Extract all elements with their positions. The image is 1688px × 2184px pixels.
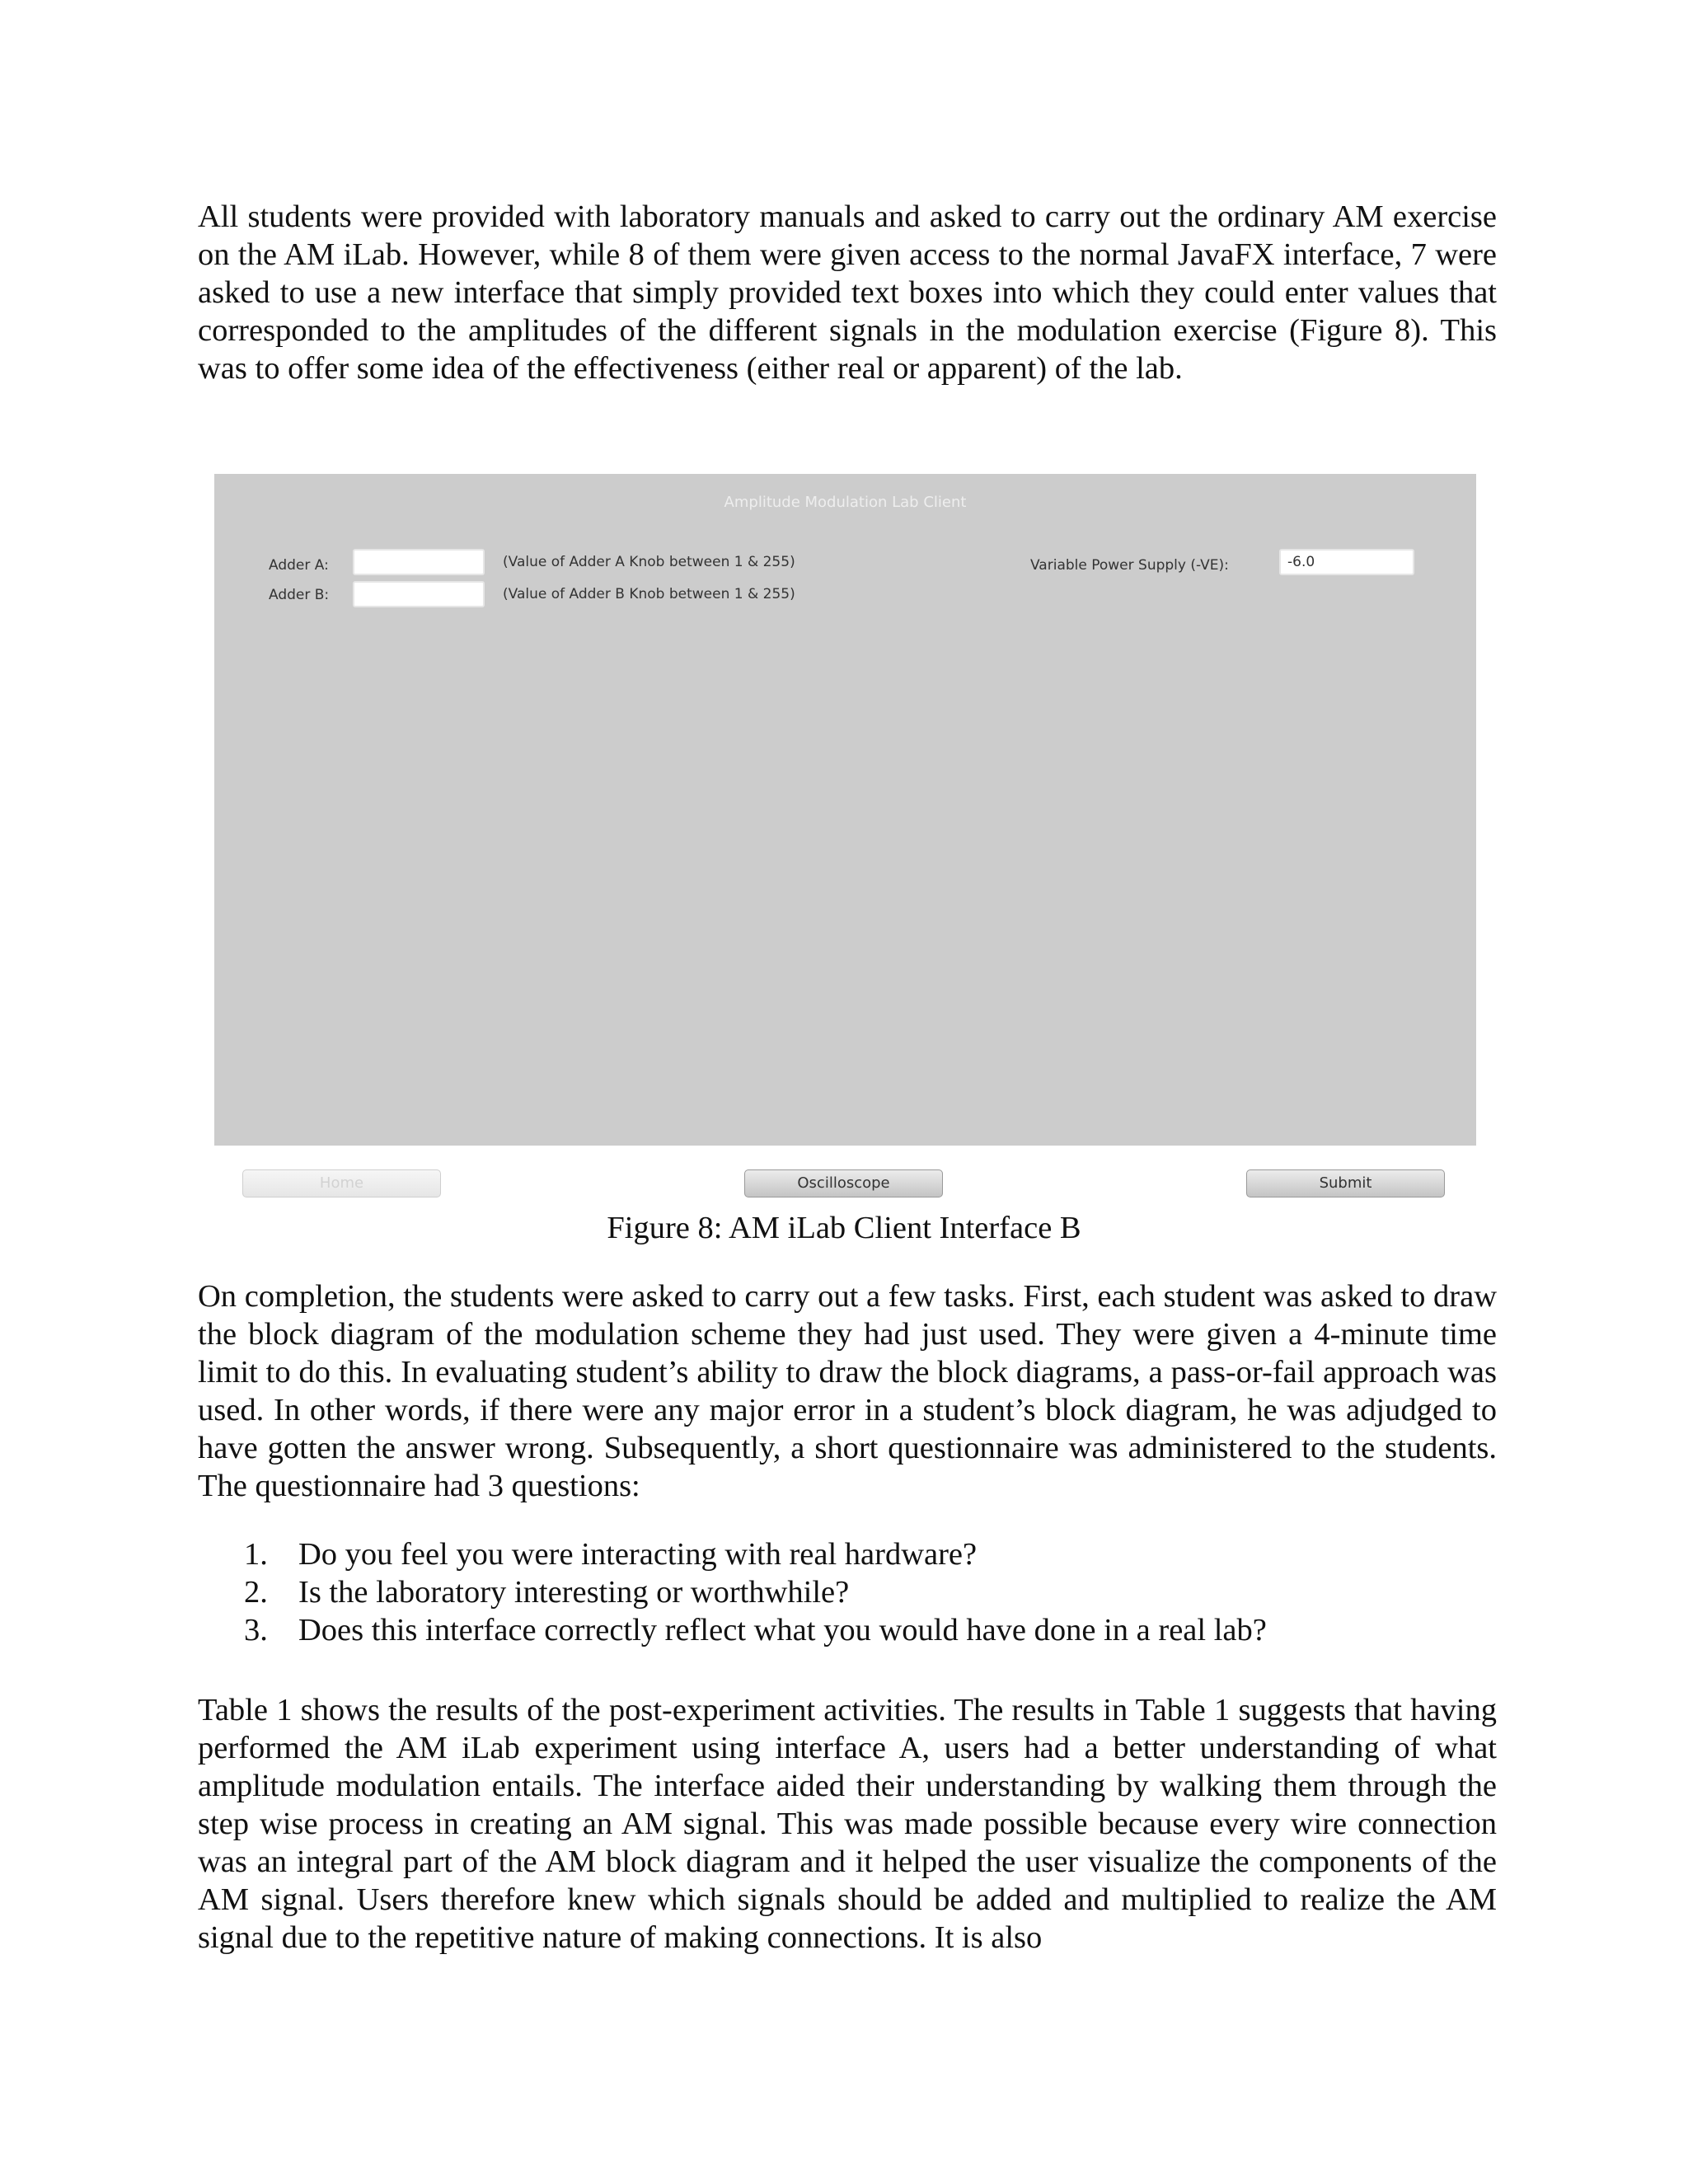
- adder-b-label: Adder B:: [269, 587, 330, 603]
- power-supply-label: Variable Power Supply (-VE):: [1030, 557, 1229, 574]
- adder-a-hint: (Value of Adder A Knob between 1 & 255): [503, 554, 795, 570]
- oscilloscope-button[interactable]: Oscilloscope: [744, 1169, 943, 1197]
- client-window-title: Amplitude Modulation Lab Client: [724, 494, 967, 511]
- am-lab-client-screenshot: [214, 474, 1476, 1146]
- submit-button[interactable]: Submit: [1246, 1169, 1445, 1197]
- adder-a-label: Adder A:: [269, 557, 329, 574]
- questionnaire-list: [198, 1535, 1497, 1649]
- list-item: 3. Does this interface correctly reflect what you would have done in a real lab?: [244, 1613, 1267, 1647]
- list-item: 1. Do you feel you were interacting with real hardware?: [244, 1537, 978, 1572]
- intro-paragraph: All students were provided with laboratory manuals and asked to carry out the ordinary AM exercise on the AM iLab. However, while 8 of them were given access to the normal JavaFX interface, 7 were asked to use a new interface that simply provided text boxes into which they could enter values that corresponded to the amplitudes of the different signals in the modulation exercise (Figure 8). This was to offer some idea of the effectiveness (either real or apparent) of the lab.: [198, 199, 1497, 386]
- list-item: 2. Is the laboratory interesting or worthwhile?: [244, 1575, 850, 1610]
- adder-b-input[interactable]: [353, 581, 485, 607]
- results-paragraph: Table 1 shows the results of the post-experiment activities. The results in Table 1 suggests that having performed the AM iLab experiment using interface A, users had a better understanding of what amplitude modulation entails. The interface aided their understanding by walking them through the step wise process in creating an AM signal. This was made possible because every wire connection was an integral part of the AM block diagram and it helped the user visualize the components of the AM signal. Users therefore knew which signals should be added and multiplied to realize the AM signal due to the repetitive nature of making connections. It is also: [198, 1693, 1497, 1955]
- power-supply-input[interactable]: [1279, 549, 1414, 575]
- completion-paragraph: On completion, the students were asked to carry out a few tasks. First, each student was asked to draw the block diagram of the modulation scheme they had just used. They were given a 4-minute time limit to do this. In evaluating student’s ability to draw the block diagrams, a pass-or-fail approach was used. In other words, if there were any major error in a student’s block diagram, he was adjudged to have gotten the answer wrong. Subsequently, a short questionnaire was administered to the students. The questionnaire had 3 questions:: [198, 1279, 1497, 1503]
- adder-b-hint: (Value of Adder B Knob between 1 & 255): [503, 586, 795, 602]
- home-button[interactable]: Home: [242, 1169, 441, 1197]
- figure-caption: Figure 8: AM iLab Client Interface B: [607, 1211, 1081, 1245]
- adder-a-input[interactable]: [353, 549, 485, 575]
